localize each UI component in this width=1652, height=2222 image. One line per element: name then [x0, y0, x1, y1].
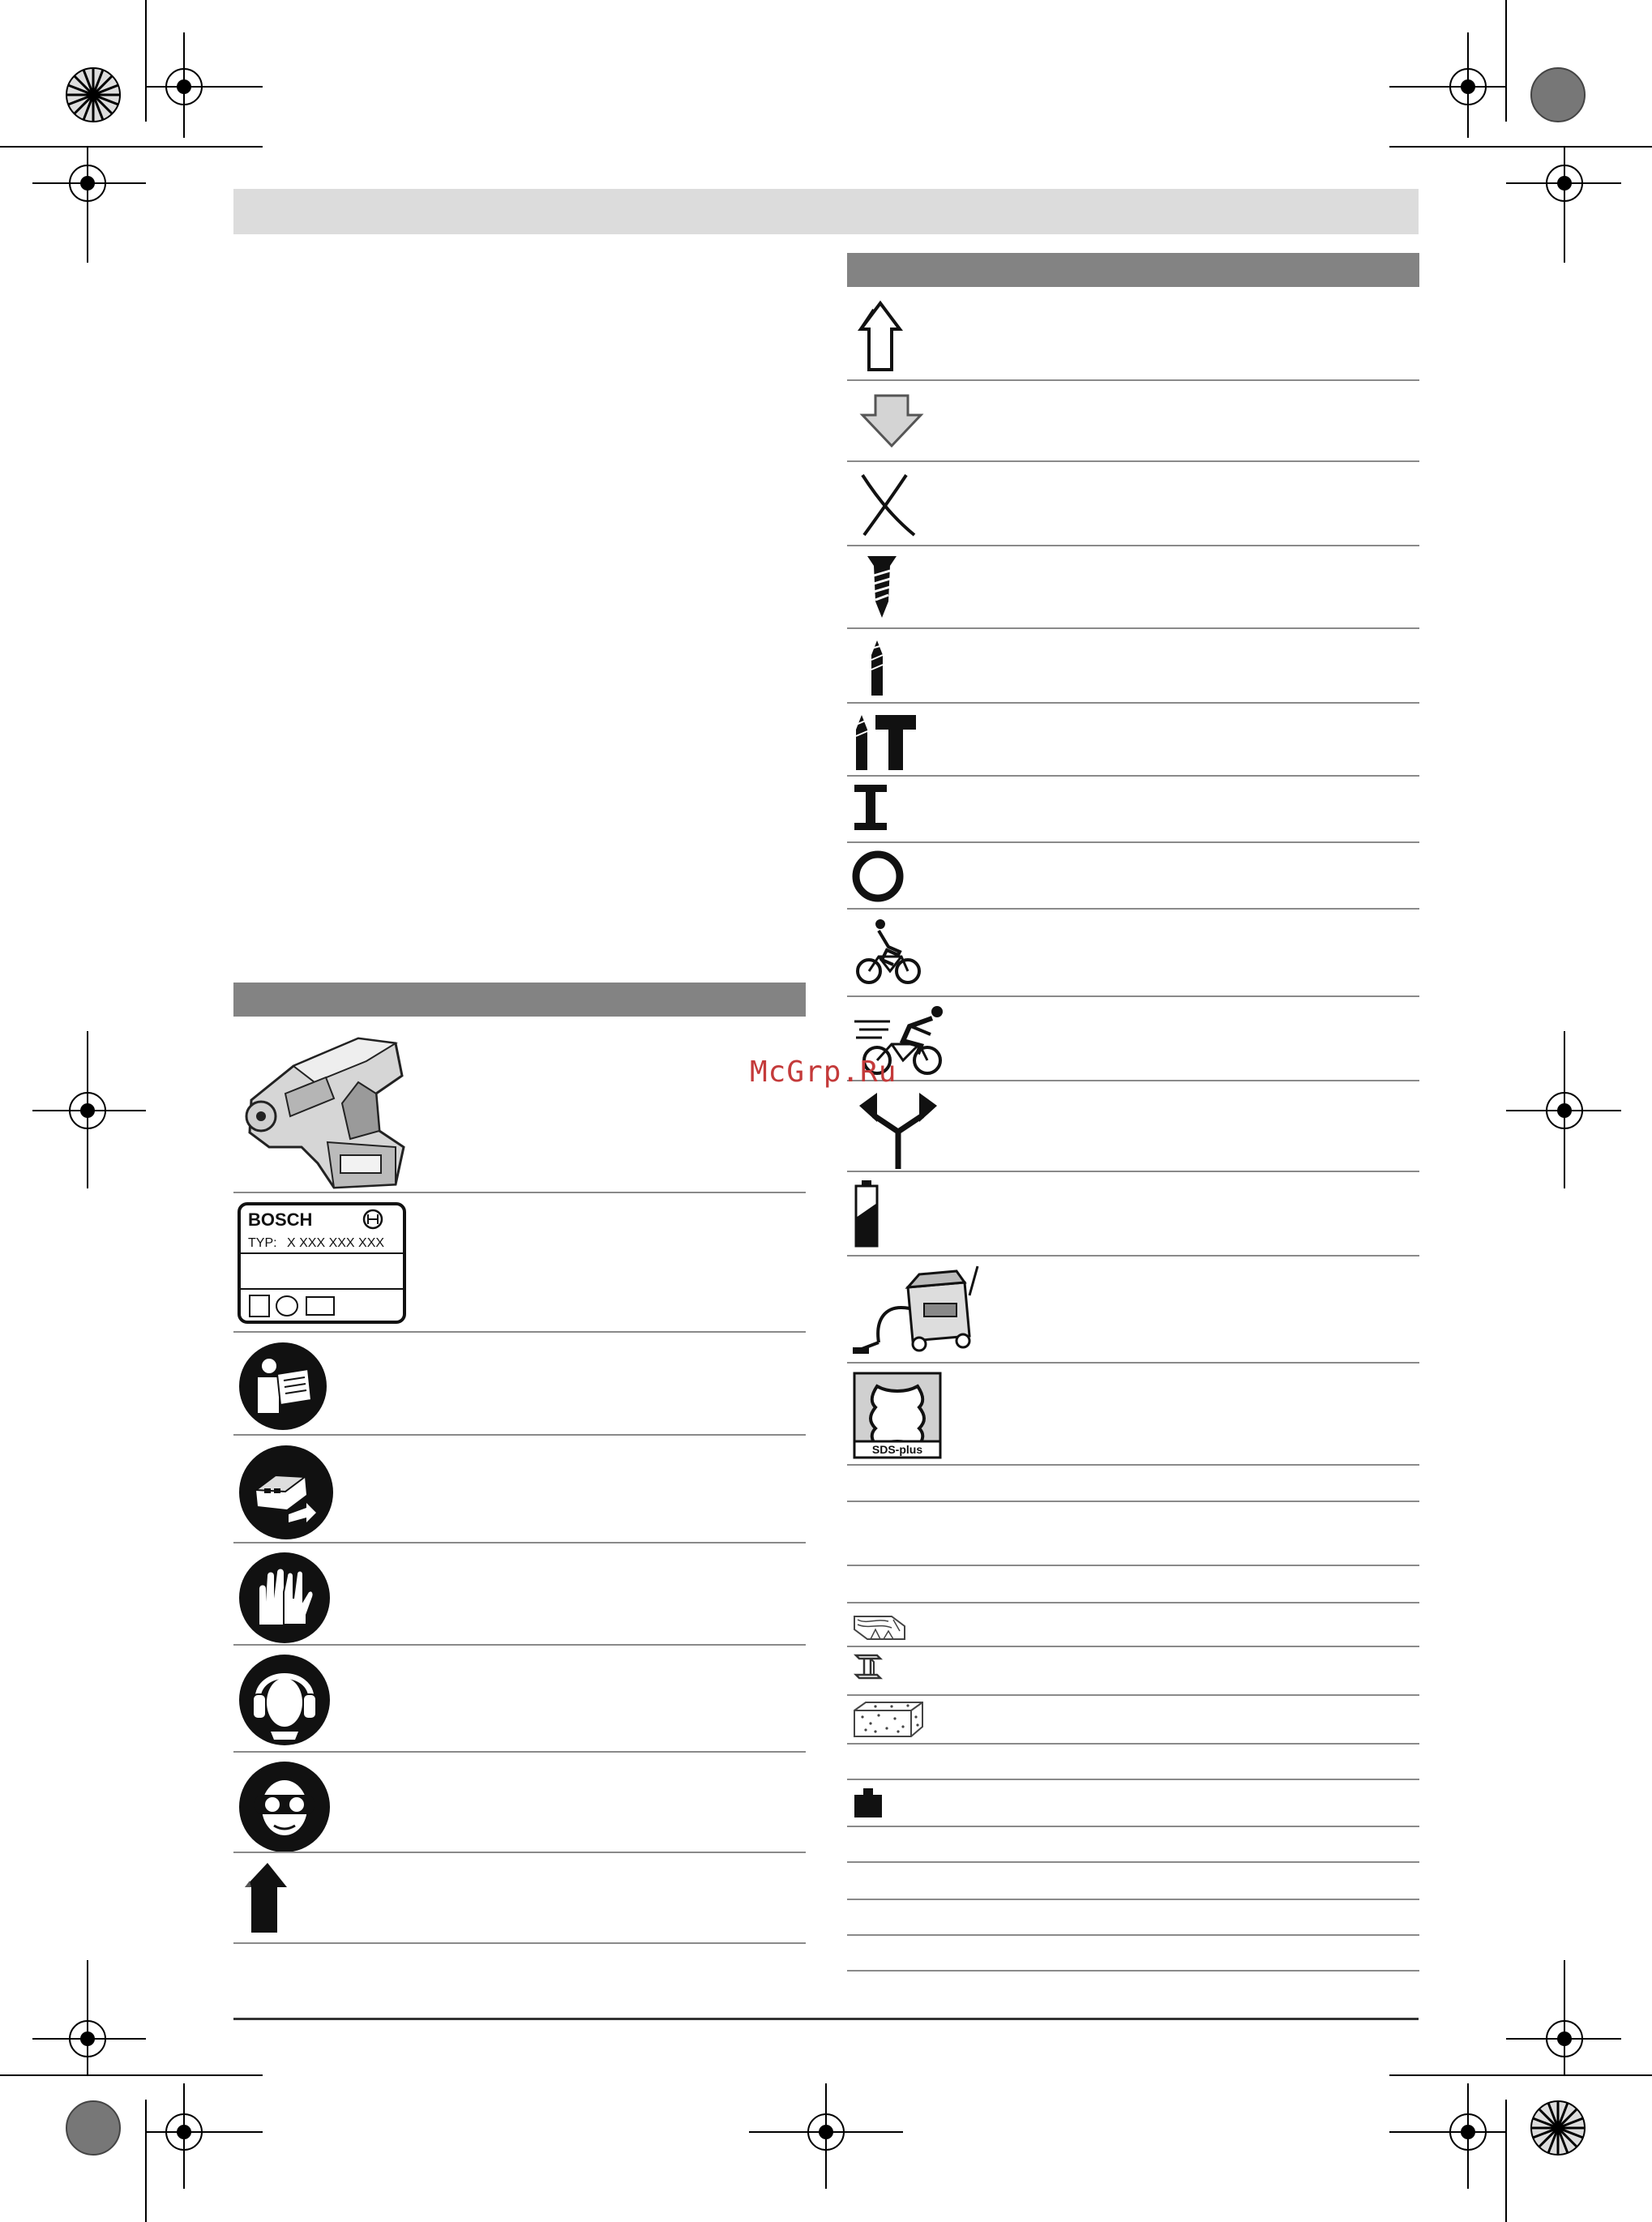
cross-icon: [858, 470, 919, 538]
divider: [233, 1192, 806, 1193]
registration-mark-left-bottom: [32, 1960, 146, 2075]
sds-plus-label: SDS-plus: [871, 1443, 923, 1456]
divider: [233, 1542, 806, 1543]
registration-mark-top-left: [146, 32, 263, 138]
gray-target-top-right: [1531, 68, 1585, 122]
masonry-icon: [851, 1699, 926, 1740]
ear-protection-icon: [238, 1654, 331, 1746]
star-target-top-left: [66, 68, 120, 122]
left-section-bar: [233, 983, 806, 1017]
footer-rule: [233, 2018, 1419, 2020]
divider: [847, 1464, 1419, 1466]
divider: [233, 1644, 806, 1646]
chisel-icon: [853, 783, 888, 832]
screw-icon: [866, 554, 898, 619]
page-header-bar: [233, 189, 1419, 234]
registration-mark-bottom-right: [1389, 2083, 1506, 2189]
rating-plate-icon: [237, 1201, 407, 1325]
weight-icon: [853, 1787, 884, 1819]
battery-level-icon: [854, 1179, 879, 1248]
divider: [847, 1171, 1419, 1172]
divider: [847, 702, 1419, 704]
divider: [847, 1970, 1419, 1972]
divider: [847, 460, 1419, 462]
arrow-down-icon: [859, 392, 924, 449]
divider: [847, 1743, 1419, 1745]
vacuum-cleaner-icon: [851, 1263, 981, 1357]
circle-icon: [851, 850, 905, 903]
divider: [847, 1080, 1419, 1081]
divider: [847, 1646, 1419, 1647]
divider: [847, 545, 1419, 546]
divider: [847, 1934, 1419, 1936]
divider: [847, 1501, 1419, 1502]
arrow-up-filled-icon: [243, 1860, 289, 1936]
divider: [847, 627, 1419, 629]
divider: [847, 995, 1419, 997]
plate-type-number: X XXX XXX XXX: [287, 1236, 385, 1250]
registration-mark-right-top: [1506, 146, 1621, 263]
hammer-drill-icon: [853, 710, 918, 772]
gloves-icon: [238, 1552, 331, 1644]
watermark: McGrp.Ru: [750, 1055, 897, 1089]
registration-mark-bottom-left: [146, 2083, 263, 2189]
right-section-bar: [847, 253, 1419, 287]
divider: [233, 1751, 806, 1753]
divider: [847, 379, 1419, 381]
registration-mark-left-top: [32, 146, 146, 263]
divider: [847, 841, 1419, 843]
divider: [847, 1565, 1419, 1566]
wood-icon: [851, 1610, 908, 1642]
divider: [847, 1694, 1419, 1696]
divider: [233, 1331, 806, 1333]
divider: [847, 1362, 1419, 1364]
rotary-hammer-image: [237, 1025, 417, 1192]
read-manual-icon: [238, 1342, 327, 1431]
star-target-bottom-right: [1531, 2101, 1585, 2155]
divider: [847, 1779, 1419, 1780]
gray-target-bottom-left: [66, 2101, 120, 2155]
rotation-direction-icon: [856, 1090, 940, 1171]
eye-protection-icon: [238, 1761, 331, 1853]
plate-brand: BOSCH: [248, 1209, 313, 1230]
divider: [233, 1852, 806, 1853]
divider: [847, 1602, 1419, 1603]
divider: [847, 1255, 1419, 1257]
sds-plus-icon: [853, 1372, 942, 1459]
divider: [847, 1826, 1419, 1827]
divider: [847, 1861, 1419, 1863]
drill-bit-icon: [867, 637, 887, 697]
battery-remove-icon: [238, 1445, 334, 1540]
steel-icon: [853, 1652, 884, 1683]
divider: [233, 1942, 806, 1944]
registration-mark-top-right: [1389, 32, 1506, 138]
plate-type-label: TYP:: [248, 1236, 277, 1250]
registration-mark-right-bottom: [1506, 1960, 1621, 2075]
divider: [233, 1434, 806, 1436]
divider: [847, 908, 1419, 910]
arrow-up-outline-icon: [858, 300, 903, 373]
divider: [847, 1899, 1419, 1900]
divider: [847, 775, 1419, 777]
cyclist-slow-icon: [854, 918, 922, 986]
